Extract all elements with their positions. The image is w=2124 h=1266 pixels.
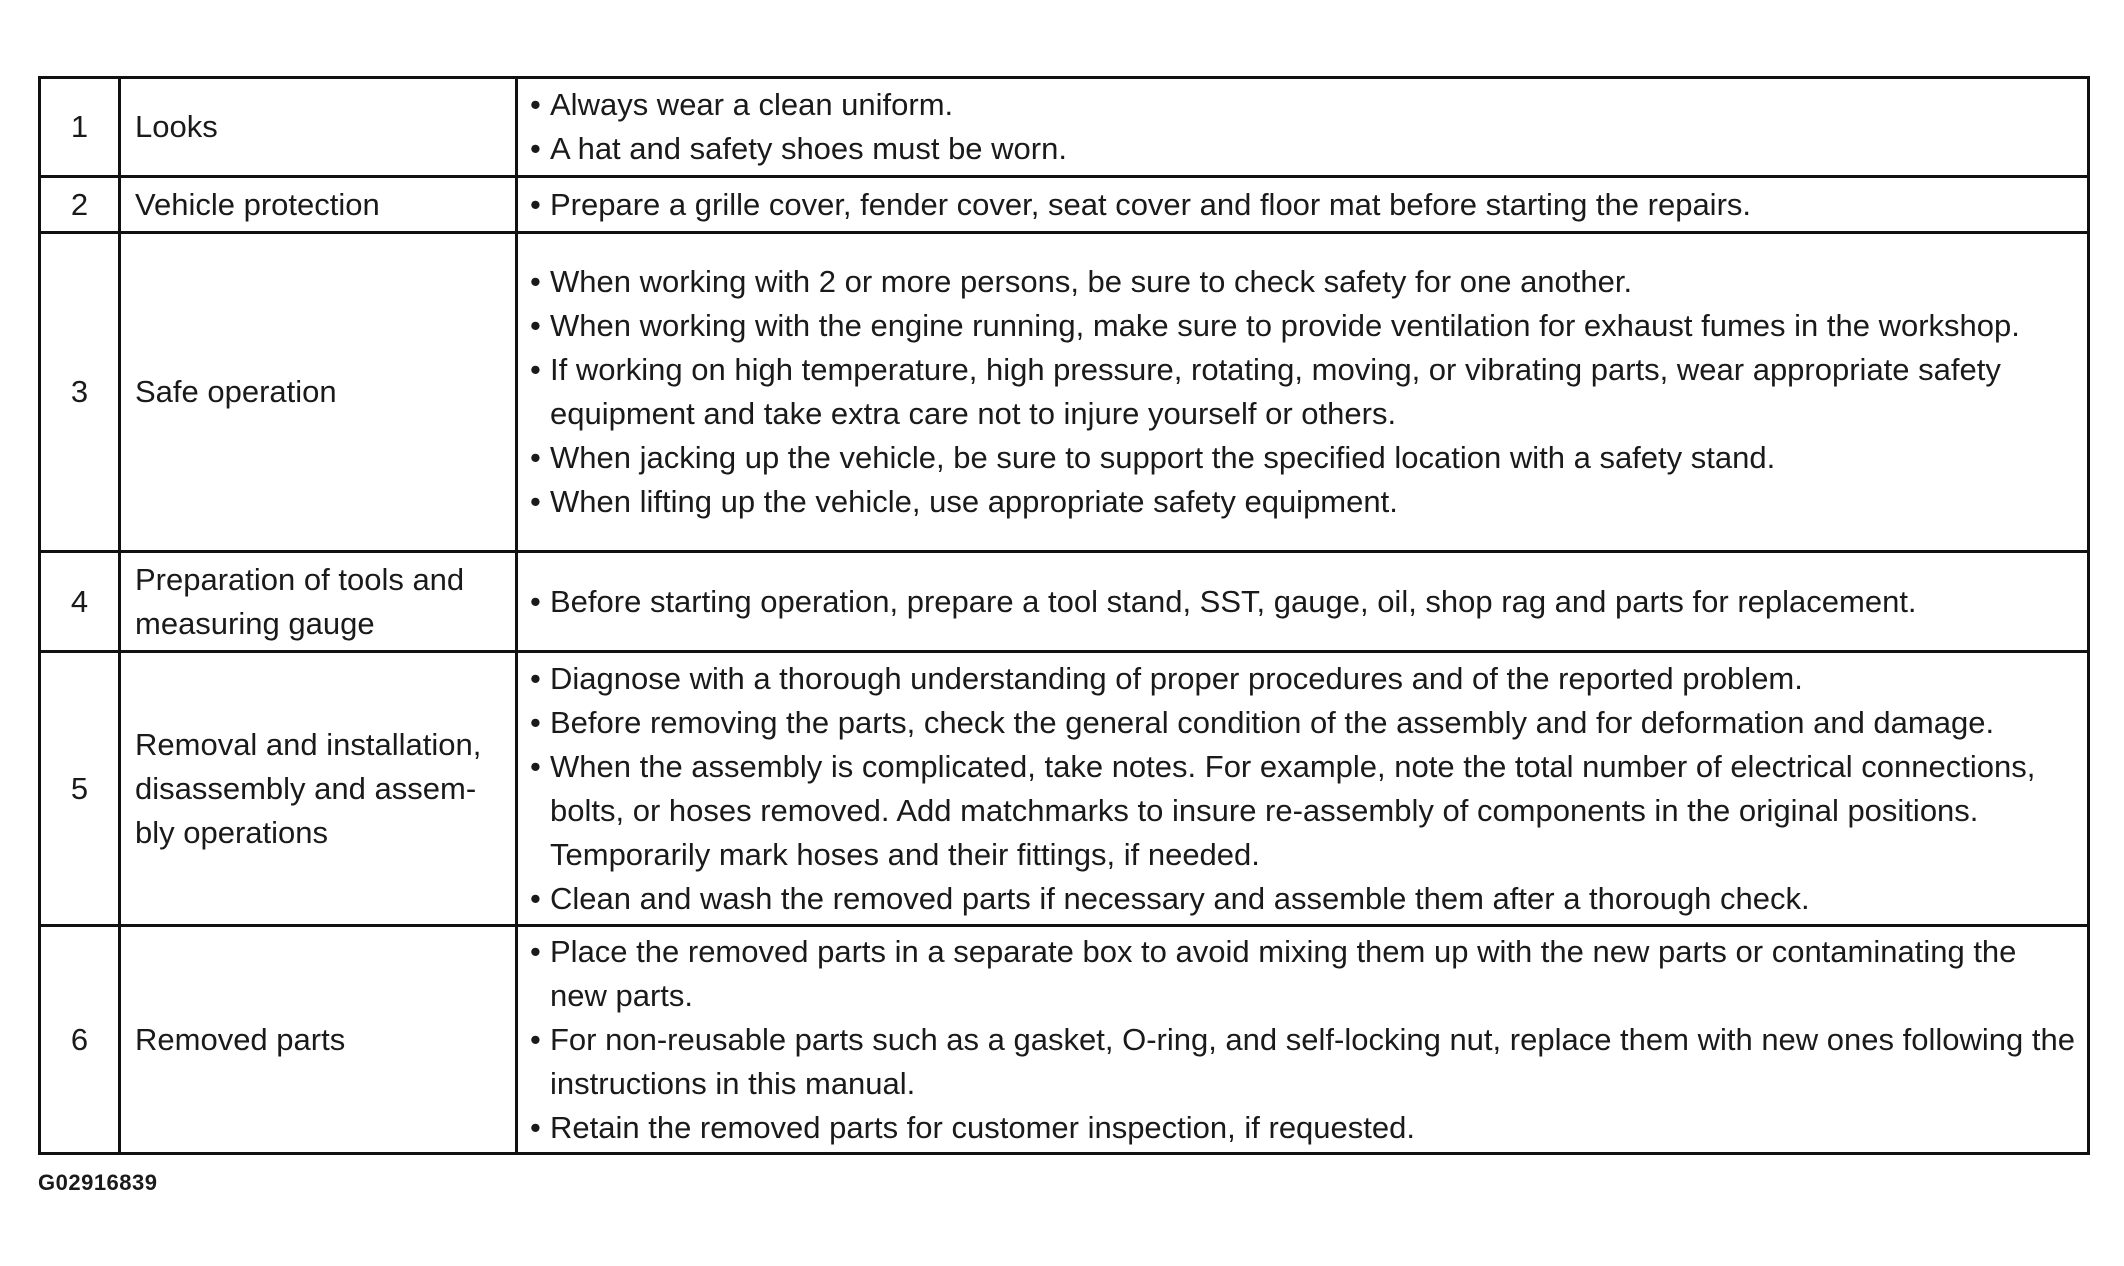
row-details bbox=[517, 177, 2089, 233]
row-topic: Preparation of tools and measuring gauge bbox=[120, 552, 517, 652]
row-details bbox=[517, 78, 2089, 177]
bullet-item: • When the assembly is complicated, take notes. For example, note the total number of electrical connections, bolts, or hoses removed. Add matchmarks to insure re-assembly of components in the original positions. Temporarily mark hoses and their fittings, if needed. bbox=[530, 745, 2077, 877]
bullet-item: • When jacking up the vehicle, be sure to support the specified location with a safety stand. bbox=[530, 436, 2077, 480]
bullet-item: • Place the removed parts in a separate box to avoid mixing them up with the new parts or contaminating the new parts. bbox=[530, 930, 2077, 1018]
row-number: 5 bbox=[40, 652, 120, 926]
row-topic: Looks bbox=[120, 78, 517, 177]
table-row bbox=[40, 177, 2089, 233]
bullet-item: • If working on high temperature, high pressure, rotating, moving, or vibrating parts, wear appropriate safety equipment and take extra care not to injure yourself or others. bbox=[530, 348, 2077, 436]
bullet-item: • Before starting operation, prepare a tool stand, SST, gauge, oil, shop rag and parts for replacement. bbox=[530, 580, 2077, 624]
row-number: 6 bbox=[40, 926, 120, 1154]
precautions-table bbox=[38, 76, 2090, 1155]
row-topic: Safe operation bbox=[120, 233, 517, 552]
row-number: 1 bbox=[40, 78, 120, 177]
row-details bbox=[517, 552, 2089, 652]
bullet-item: • Retain the removed parts for customer inspection, if requested. bbox=[530, 1106, 2077, 1150]
row-details bbox=[517, 652, 2089, 926]
row-number: 3 bbox=[40, 233, 120, 552]
bullet-list bbox=[530, 183, 2077, 227]
bullet-list bbox=[530, 83, 2077, 171]
table-row bbox=[40, 652, 2089, 926]
bullet-item: • Diagnose with a thorough understanding of proper procedures and of the reported problem. bbox=[530, 657, 2077, 701]
row-topic: Removed parts bbox=[120, 926, 517, 1154]
row-topic: Vehicle protection bbox=[120, 177, 517, 233]
bullet-item: • Before removing the parts, check the general condition of the assembly and for deformation and damage. bbox=[530, 701, 2077, 745]
bullet-list bbox=[530, 580, 2077, 624]
table-row bbox=[40, 78, 2089, 177]
bullet-item: • A hat and safety shoes must be worn. bbox=[530, 127, 2077, 171]
bullet-item: • Always wear a clean uniform. bbox=[530, 83, 2077, 127]
bullet-item: • Clean and wash the removed parts if necessary and assemble them after a thorough check. bbox=[530, 877, 2077, 921]
figure-code: G02916839 bbox=[38, 1170, 158, 1195]
bullet-item: • When lifting up the vehicle, use appropriate safety equipment. bbox=[530, 480, 2077, 524]
table-row bbox=[40, 233, 2089, 552]
row-number: 2 bbox=[40, 177, 120, 233]
bullet-list bbox=[530, 260, 2077, 524]
bullet-item: • For non-reusable parts such as a gasket, O-ring, and self-locking nut, replace them with new ones following the instructions in this manual. bbox=[530, 1018, 2077, 1106]
bullet-item: • Prepare a grille cover, fender cover, seat cover and floor mat before starting the repairs. bbox=[530, 183, 2077, 227]
bullet-list bbox=[530, 657, 2077, 921]
row-number: 4 bbox=[40, 552, 120, 652]
table-row bbox=[40, 552, 2089, 652]
bullet-list bbox=[530, 930, 2077, 1150]
row-details bbox=[517, 926, 2089, 1154]
bullet-item: • When working with the engine running, make sure to provide ventilation for exhaust fumes in the workshop. bbox=[530, 304, 2077, 348]
bullet-item: • When working with 2 or more persons, be sure to check safety for one another. bbox=[530, 260, 2077, 304]
row-topic: Removal and installation, disassembly and assem-bly operations bbox=[120, 652, 517, 926]
row-details bbox=[517, 233, 2089, 552]
table-row bbox=[40, 926, 2089, 1154]
